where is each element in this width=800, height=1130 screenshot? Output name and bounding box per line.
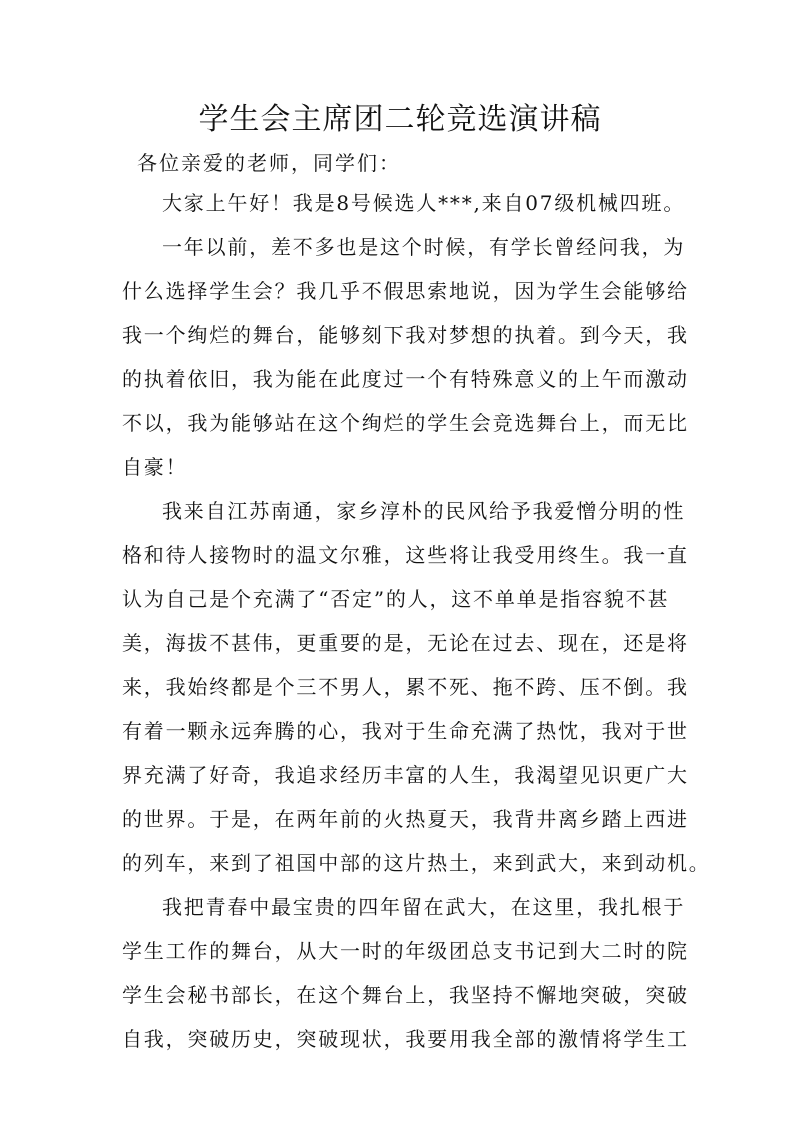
paragraph-line: 我来自江苏南通，家乡淳朴的民风给予我爱憎分明的性 [162,499,686,523]
paragraph-line: 认为自己是个充满了“否定”的人，这不单单是指容貌不甚 [122,587,670,611]
paragraph-line: 自豪！ [122,455,188,479]
paragraph-line: 一年以前，差不多也是这个时候，有学长曾经问我，为 [162,235,686,259]
paragraph-line: 界充满了好奇，我追求经历丰富的人生，我渴望见识更广大 [122,763,689,787]
paragraph-line: 美，海拔不甚伟，更重要的是，无论在过去、现在，还是将 [122,631,689,655]
paragraph-line: 学生会秘书部长，在这个舞台上，我坚持不懈地突破，突破 [122,983,689,1007]
paragraph-line: 格和待人接物时的温文尔雅，这些将让我受用终生。我一直 [122,543,689,567]
paragraph-line: 什么选择学生会？我几乎不假思索地说，因为学生会能够给 [122,279,689,303]
document-title: 学生会主席团二轮竞选演讲稿 [198,102,602,137]
paragraph-line: 有着一颗永远奔腾的心，我对于生命充满了热忱，我对于世 [122,719,689,743]
paragraph-line: 的执着依旧，我为能在此度过一个有特殊意义的上午而激动 [122,367,689,391]
paragraph-line: 的列车，来到了祖国中部的这片热土，来到武大，来到动机。 [122,851,711,875]
paragraph-line: 我一个绚烂的舞台，能够刻下我对梦想的执着。到今天，我 [122,323,689,347]
paragraph-line: 不以，我为能够站在这个绚烂的学生会竞选舞台上，而无比 [122,411,689,435]
paragraph-line: 我把青春中最宝贵的四年留在武大，在这里，我扎根于 [162,895,686,919]
paragraph-line: 自我，突破历史，突破现状，我要用我全部的激情将学生工 [122,1027,689,1051]
salutation: 各位亲爱的老师，同学们： [137,151,401,175]
paragraph-line: 大家上午好！我是8号候选人***,来自07级机械四班。 [162,191,686,215]
paragraph-line: 学生工作的舞台，从大一时的年级团总支书记到大二时的院 [122,939,689,963]
paragraph-line: 来，我始终都是个三不男人，累不死、拖不跨、压不倒。我 [122,675,689,699]
paragraph-line: 的世界。于是，在两年前的火热夏天，我背井离乡踏上西进 [122,807,689,831]
